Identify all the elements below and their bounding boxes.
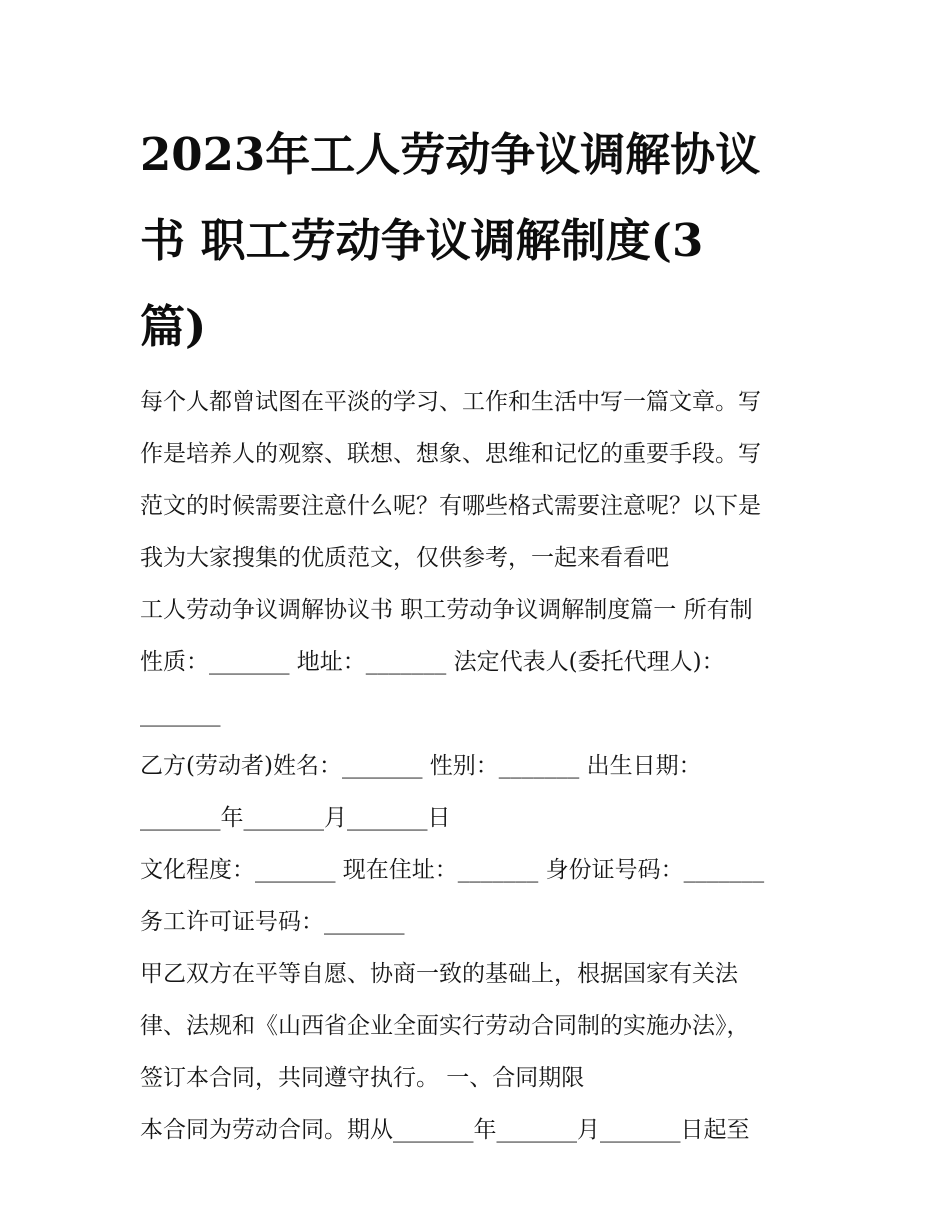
employer-info-line: 性质：_______ 地址：_______ 法定代表人(委托代理人)： [140, 649, 725, 675]
birth-date-line: _______年_______月_______日 [140, 805, 451, 831]
document-body [140, 376, 820, 1156]
agreement-line-3: 签订本合同，共同遵守执行。 一、合同期限 [140, 1065, 585, 1091]
document-page [140, 112, 820, 1156]
representative-blank-line: _______ [140, 701, 221, 727]
intro-line-3: 范文的时候需要注意什么呢？有哪些格式需要注意呢？以下是 [140, 493, 761, 519]
title-line-2: 书 职工劳动争议调解制度(3 [140, 214, 704, 267]
worker-name-line: 乙方(劳动者)姓名：_______ 性别：_______ 出生日期： [140, 753, 702, 779]
work-permit-line: 务工许可证号码：_______ [140, 909, 405, 935]
agreement-line-1: 甲乙双方在平等自愿、协商一致的基础上，根据国家有关法 [140, 961, 738, 987]
intro-line-4: 我为大家搜集的优质范文，仅供参考，一起来看看吧 [140, 545, 669, 571]
contract-term-line: 本合同为劳动合同。期从_______年_______月_______日起至 [140, 1117, 750, 1143]
title-line-1: 2023年工人劳动争议调解协议 [140, 128, 761, 181]
title-line-3: 篇) [140, 300, 207, 353]
intro-line-2: 作是培养人的观察、联想、想象、思维和记忆的重要手段。写 [140, 441, 761, 467]
section-heading-line: 工人劳动争议调解协议书 职工劳动争议调解制度篇一 所有制 [140, 597, 753, 623]
agreement-line-2: 律、法规和《山西省企业全面实行劳动合同制的实施办法》， [140, 1013, 750, 1039]
education-address-line: 文化程度：_______ 现在住址：_______ 身份证号码：_______ [140, 857, 765, 883]
document-title [140, 112, 820, 370]
intro-line-1: 每个人都曾试图在平淡的学习、工作和生活中写一篇文章。写 [140, 389, 761, 415]
